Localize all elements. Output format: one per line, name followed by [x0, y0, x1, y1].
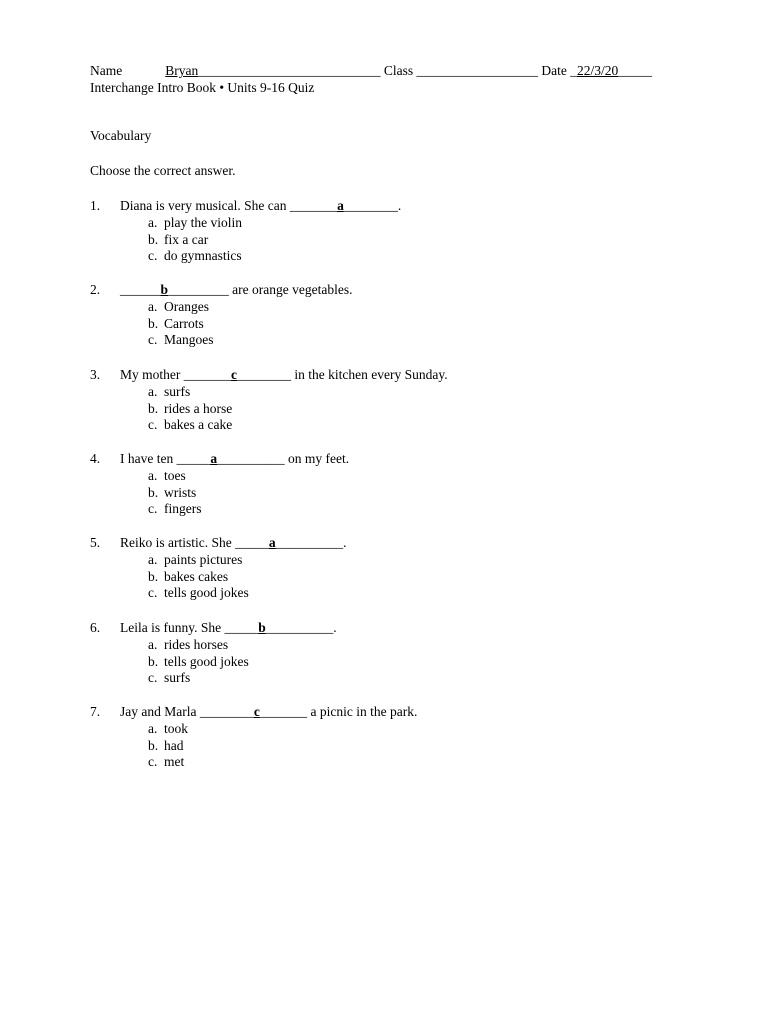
- option-letter: c.: [148, 417, 158, 433]
- option-item: [148, 500, 202, 517]
- option-text: surfs: [164, 670, 191, 686]
- option-letter: a.: [148, 299, 158, 314]
- option-list: [148, 383, 232, 433]
- option-list: [148, 298, 214, 348]
- header-line: [90, 62, 652, 79]
- question-stem: My mother _______: [120, 367, 231, 382]
- option-text: rides a horse: [164, 400, 233, 416]
- option-item: [148, 331, 214, 348]
- option-text: fix a car: [164, 231, 209, 247]
- selected-answer: a: [337, 198, 344, 213]
- selected-answer: c: [253, 704, 260, 719]
- class-line: __________________: [416, 63, 538, 78]
- option-text: had: [164, 737, 184, 753]
- question-number: 4.: [90, 451, 101, 466]
- question-tail: __________.: [275, 535, 347, 550]
- question-text: [120, 281, 352, 298]
- option-text: tells good jokes: [164, 585, 249, 601]
- option-text: toes: [164, 468, 186, 483]
- selected-answer: b: [258, 620, 266, 635]
- date-label: Date: [541, 63, 567, 78]
- option-text: do gymnastics: [164, 248, 242, 264]
- question-stem: Leila is funny. She _____: [120, 620, 259, 635]
- question-text: [120, 366, 448, 383]
- option-item: [148, 753, 188, 770]
- name-line: ___________________________: [198, 63, 381, 78]
- option-item: [148, 584, 249, 601]
- option-text: met: [164, 754, 185, 770]
- selected-answer: c: [231, 367, 237, 382]
- option-letter: b.: [148, 568, 159, 584]
- option-letter: c.: [148, 332, 158, 348]
- option-item: [148, 400, 232, 417]
- option-text: play the violin: [164, 215, 242, 230]
- class-label: Class: [383, 63, 414, 78]
- question-stem: Diana is very musical. She can _______: [120, 198, 338, 213]
- option-letter: b.: [148, 315, 159, 331]
- question-number: 3.: [90, 367, 101, 382]
- option-letter: c.: [148, 501, 158, 517]
- option-letter: b.: [148, 400, 159, 416]
- option-letter: a.: [148, 468, 158, 483]
- option-item: [148, 383, 232, 400]
- option-item: [148, 669, 249, 686]
- question-number: 6.: [90, 620, 101, 635]
- option-letter: b.: [148, 231, 159, 247]
- option-text: paints pictures: [164, 552, 243, 567]
- option-letter: c.: [148, 248, 158, 264]
- option-letter: a.: [148, 637, 158, 652]
- date-value: 22/3/20: [576, 63, 619, 78]
- option-letter: a.: [148, 721, 158, 736]
- option-list: [148, 551, 249, 601]
- question-text: [120, 703, 417, 720]
- option-item: [148, 315, 214, 332]
- option-text: surfs: [164, 384, 191, 399]
- option-letter: a.: [148, 215, 158, 230]
- option-item: [148, 636, 249, 653]
- question-tail: __________.: [265, 620, 337, 635]
- question-tail: __________ on my feet.: [217, 451, 350, 466]
- option-list: [148, 467, 202, 517]
- option-text: Carrots: [164, 315, 204, 331]
- option-letter: b.: [148, 484, 159, 500]
- question-text: [120, 534, 347, 551]
- selected-answer: a: [210, 451, 218, 466]
- option-item: [148, 298, 214, 315]
- option-item: [148, 737, 188, 754]
- option-letter: c.: [148, 754, 158, 770]
- question-tail: ________.: [343, 198, 402, 213]
- question-tail: ________ in the kitchen every Sunday.: [237, 367, 448, 382]
- question-stem: Reiko is artistic. She _____: [120, 535, 269, 550]
- selected-answer: a: [268, 535, 276, 550]
- option-text: Mangoes: [164, 332, 214, 348]
- option-text: took: [164, 721, 189, 736]
- name-value: Bryan: [165, 63, 199, 78]
- selected-answer: b: [160, 282, 169, 297]
- option-item: [148, 231, 242, 248]
- option-text: fingers: [164, 501, 202, 517]
- name-label: Name: [90, 63, 123, 78]
- question-number: 2.: [90, 282, 101, 297]
- option-item: [148, 653, 249, 670]
- option-letter: c.: [148, 670, 158, 686]
- question-stem: ______: [120, 282, 161, 297]
- option-text: tells good jokes: [164, 653, 249, 669]
- question-stem: Jay and Marla ________: [120, 704, 254, 719]
- option-list: [148, 720, 188, 770]
- option-list: [148, 636, 249, 686]
- option-letter: a.: [148, 384, 158, 399]
- option-text: bakes cakes: [164, 568, 229, 584]
- question-tail: _______ a picnic in the park.: [259, 704, 418, 719]
- option-text: rides horses: [164, 637, 229, 652]
- quiz-subtitle: Interchange Intro Book • Units 9-16 Quiz: [90, 80, 315, 95]
- date-trail: _____: [618, 63, 652, 78]
- question-stem: I have ten _____: [120, 451, 211, 466]
- option-letter: b.: [148, 737, 159, 753]
- option-item: [148, 551, 249, 568]
- option-text: wrists: [164, 484, 197, 500]
- question-text: [120, 197, 401, 214]
- option-letter: b.: [148, 653, 159, 669]
- option-item: [148, 568, 249, 585]
- instruction: Choose the correct answer.: [90, 163, 236, 178]
- option-list: [148, 214, 242, 264]
- date-lead: _: [570, 63, 577, 78]
- option-letter: c.: [148, 585, 158, 601]
- question-text: [120, 450, 349, 467]
- question-number: 5.: [90, 535, 101, 550]
- question-text: [120, 619, 337, 636]
- option-item: [148, 720, 188, 737]
- option-letter: a.: [148, 552, 158, 567]
- option-text: Oranges: [164, 299, 209, 314]
- option-text: bakes a cake: [164, 417, 233, 433]
- option-item: [148, 416, 232, 433]
- option-item: [148, 484, 202, 501]
- section-title: Vocabulary: [90, 128, 152, 143]
- question-tail: _________ are orange vegetables.: [168, 282, 353, 297]
- option-item: [148, 467, 202, 484]
- option-item: [148, 247, 242, 264]
- question-number: 7.: [90, 704, 101, 719]
- option-item: [148, 214, 242, 231]
- question-number: 1.: [90, 198, 101, 213]
